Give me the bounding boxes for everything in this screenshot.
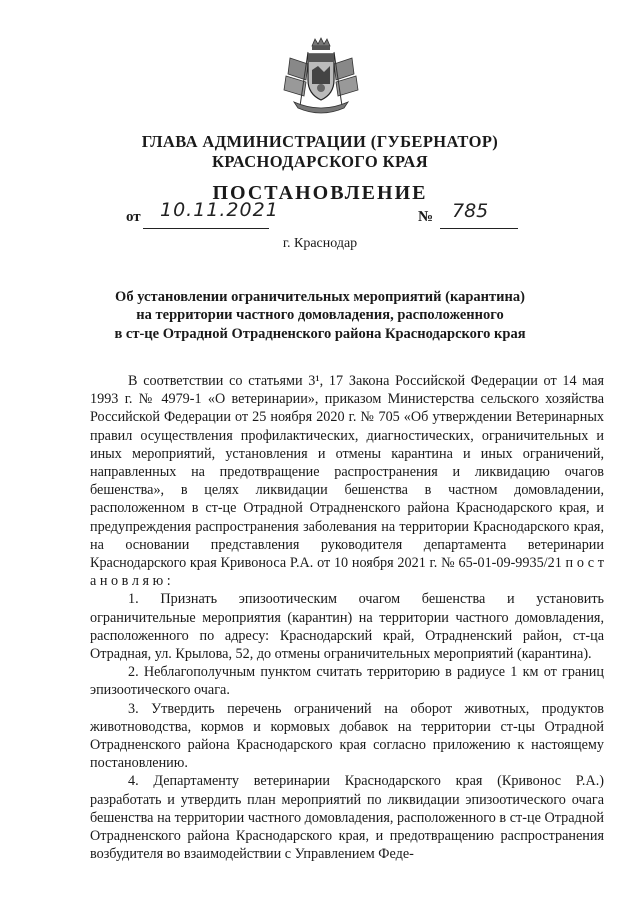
clause-2: 2. Неблагополучным пунктом считать территорию в радиусе 1 км от границ эпизоотического очага. xyxy=(90,664,604,699)
title-line-1: Об установлении ограничительных мероприятий (карантина) xyxy=(115,289,525,305)
document-type: ПОСТАНОВЛЕНИЕ xyxy=(212,182,428,204)
clause-3: 3. Утвердить перечень ограничений на оборот животных, продуктов животноводства, кормов и кормовых добавок на территории ст-цы Отрадной Отрадненского района Краснодарского края согласно приложению к настоящему постановлению. xyxy=(90,700,604,772)
clause-1: 1. Признать эпизоотическим очагом бешенства и установить ограничительные мероприятия (карантин) на территории частного домовладения, расположенного по адресу: Краснодарский край, Отрадненский район, ст-ца Отрадная, ул. Крылова, 52, до отмены ограничительных мероприятий (карантина). xyxy=(90,591,604,663)
date-label: от xyxy=(126,209,141,225)
title-line-3: в ст-це Отрадной Отрадненского района Краснодарского края xyxy=(114,326,526,342)
preamble-paragraph: В соответствии со статьями 3¹, 17 Закона Российской Федерации от 14 мая 1993 г. № 4979-1 «О ветеринарии», приказом Министерства сельского хозяйства Российской Федерации от 25 ноября 2020 г. № 705 «Об утверждении Ветеринарных правил осуществления профилактических, диагностических, ограничительных и иных мероприятий, установления и отмены карантина и иных ограничений, направленных на предотвращение распространения и ликвидацию очагов бешенства», в целях ликвидации бешенства в частном домовладении, расположенном в ст-це Отрадной Отрадненского района Краснодарского края, и предупреждения распространения заболевания на территории Краснодарского края, на основании представления руководителя департамента ветеринарии Краснодарского края Кривоноса Р.А. от 10 ноября 2021 г. № 65-01-09-9935/21 п о с т а н о в л я ю : xyxy=(90,373,604,590)
number-value: 785 xyxy=(452,200,489,222)
date-value: 10.11.2021 xyxy=(160,199,279,221)
city: г. Краснодар xyxy=(282,236,358,251)
krasnodar-coat-of-arms-icon xyxy=(282,36,360,116)
authority-line-2: КРАСНОДАРСКОГО КРАЯ xyxy=(211,152,429,171)
authority-line-1: ГЛАВА АДМИНИСТРАЦИИ (ГУБЕРНАТОР) xyxy=(141,132,499,151)
document-body xyxy=(90,372,604,863)
clause-4: 4. Департаменту ветеринарии Краснодарского края (Кривонос Р.А.) разработать и утвердить план мероприятий по ликвидации эпизоотического очага бешенства на территории частного домовладения, расположенного в ст-це Отрадной Отрадненского района Краснодарского края, и предотвращению распространения возбудителя во взаимодействии с Управлением Феде- xyxy=(90,773,604,863)
title-line-2: на территории частного домовладения, расположенного xyxy=(136,307,504,323)
number-label: № xyxy=(418,209,434,225)
